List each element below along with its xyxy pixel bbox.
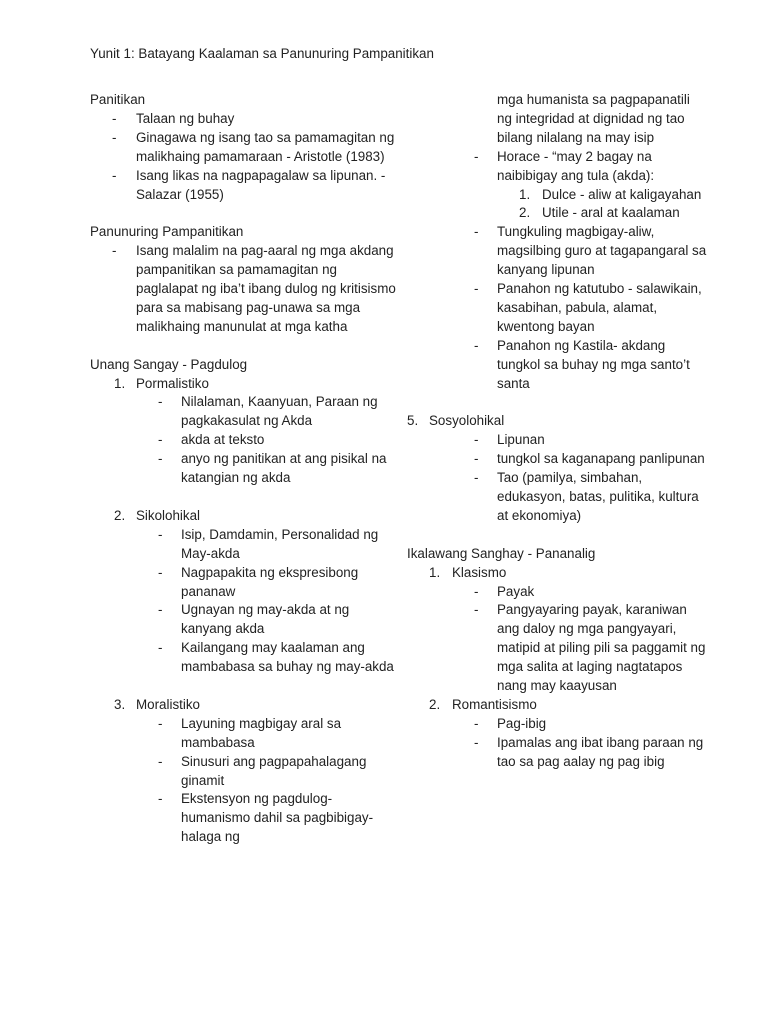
item-number: 2. <box>519 205 531 221</box>
list-item: - Isang malalim na pag-aaral ng mga akdang pampanitikan sa pamamagitan ng paglalapat ng iba’t ibang dulog ng kritisismo para sa mabisang pag-unawa sa mga malikhaing manunulat at mga katha <box>90 242 400 337</box>
list-item: - akda at teksto <box>90 431 400 450</box>
pagdulog-list-3 <box>90 696 400 715</box>
item-label: Pormalistiko <box>136 375 209 391</box>
list-item: - Nilalaman, Kaanyuan, Paraan ng pagkakasulat ng Akda <box>90 393 400 431</box>
sikolohikal-list <box>90 526 400 677</box>
pormalistiko-list <box>90 393 400 488</box>
pananalig-list <box>407 564 707 583</box>
item-label: Klasismo <box>452 564 507 580</box>
klasismo-list <box>407 583 707 696</box>
right-column <box>407 91 707 772</box>
numbered-item-klasismo <box>407 564 707 583</box>
list-item: - anyo ng panitikan at ang pisikal na katangian ng akda <box>90 450 400 488</box>
list-item: - Isip, Damdamin, Personalidad ng May-akda <box>90 526 400 564</box>
list-item: - Ipamalas ang ibat ibang paraan ng tao sa pag aalay ng pag ibig <box>407 734 707 772</box>
panitikan-list <box>90 110 400 205</box>
list-item: - Payak <box>407 583 707 602</box>
list-item: - Lipunan <box>407 431 707 450</box>
section-heading-panitikan: Panitikan <box>90 92 146 107</box>
list-item: - Tungkuling magbigay-aliw, magsilbing guro at tagapangaral sa kanyang lipunan <box>407 223 707 280</box>
item-label: Sikolohikal <box>136 507 201 523</box>
list-item: - Nagpapakita ng ekspresibong pananaw <box>90 564 400 602</box>
item-number: 2. <box>114 507 126 523</box>
list-item: - Pag-ibig <box>407 715 707 734</box>
numbered-item-moralistiko <box>90 696 400 715</box>
item-number: 5. <box>407 413 419 429</box>
numbered-item-pormalistiko <box>90 375 400 394</box>
document-title: Yunit 1: Batayang Kaalaman sa Panunuring Pampanitikan <box>90 46 434 61</box>
numbered-item-sikolohikal <box>90 507 400 526</box>
list-item: - Layuning magbigay aral sa mambabasa <box>90 715 400 753</box>
numbered-item <box>407 204 707 223</box>
moralistiko-more-list <box>407 223 707 393</box>
list-item: - tungkol sa kaganapang panlipunan <box>407 450 707 469</box>
list-item: - Isang likas na nagpapagalaw sa lipunan. - Salazar (1955) <box>90 167 400 205</box>
numbered-item-sosyolohikal <box>407 412 707 431</box>
pagdulog-list-2 <box>90 507 400 526</box>
item-label: Sosyolohikal <box>429 413 505 429</box>
left-column <box>90 91 400 847</box>
section-heading-unang-sangay: Unang Sangay - Pagdulog <box>90 356 248 372</box>
list-item: - Tao (pamilya, simbahan, edukasyon, batas, pulitika, kultura at ekonomiya) <box>407 469 707 526</box>
item-label: Dulce - aliw at kaligayahan <box>542 186 702 202</box>
romantisismo-list <box>407 715 707 772</box>
numbered-item-romantisismo <box>407 696 707 715</box>
list-item: - Kailangang may kaalaman ang mambabasa sa buhay ng may-akda <box>90 639 400 677</box>
list-item: - Ugnayan ng may-akda at ng kanyang akda <box>90 601 400 639</box>
list-item: - Ginagawa ng isang tao sa pamamagitan ng malikhaing pamamaraan - Aristotle (1983) <box>90 129 400 167</box>
list-item: - Panahon ng katutubo - salawikain, kasabihan, pabula, alamat, kwentong bayan <box>407 280 707 337</box>
item-number: 3. <box>114 696 126 712</box>
sosyolohikal-list <box>407 431 707 526</box>
item-label: Moralistiko <box>136 696 200 712</box>
list-item: - Pangyayaring payak, karaniwan ang daloy ng mga pangyayari, matipid at piling pili sa paggamit ng mga salita at laging nagtatapos nang may kaayusan <box>407 601 707 696</box>
horace-numbered-list <box>407 186 707 224</box>
panunuri-list <box>90 242 400 337</box>
continued-text: mga humanista sa pagpapanatili ng integridad at dignidad ng tao bilang nilalang na may isip <box>497 92 690 145</box>
item-label: Romantisismo <box>452 696 537 712</box>
item-number: 1. <box>114 375 126 391</box>
list-item: - Sinusuri ang pagpapahalagang ginamit <box>90 753 400 791</box>
pagdulog-list <box>90 375 400 394</box>
section-heading-panunuri: Panunuring Pampanitikan <box>90 224 244 240</box>
list-item: - Horace - “may 2 bagay na naibibigay ang tula (akda): <box>407 148 707 186</box>
list-item: - Panahon ng Kastila- akdang tungkol sa buhay ng mga santo’t santa <box>407 337 707 394</box>
pananalig-list-2 <box>407 696 707 715</box>
horace-list <box>407 148 707 186</box>
moralistiko-list <box>90 715 400 847</box>
item-number: 2. <box>429 696 441 712</box>
numbered-item <box>407 186 707 205</box>
section-heading-ikalawang-sanghay: Ikalawang Sanghay - Pananalig <box>407 545 596 561</box>
item-number: 1. <box>519 186 531 202</box>
list-item: - Talaan ng buhay <box>90 110 400 129</box>
list-item: - Ekstensyon ng pagdulog-humanismo dahil sa pagbibigay-halaga ng <box>90 790 400 847</box>
item-label: Utile - aral at kaalaman <box>542 205 680 221</box>
item-number: 1. <box>429 564 441 580</box>
